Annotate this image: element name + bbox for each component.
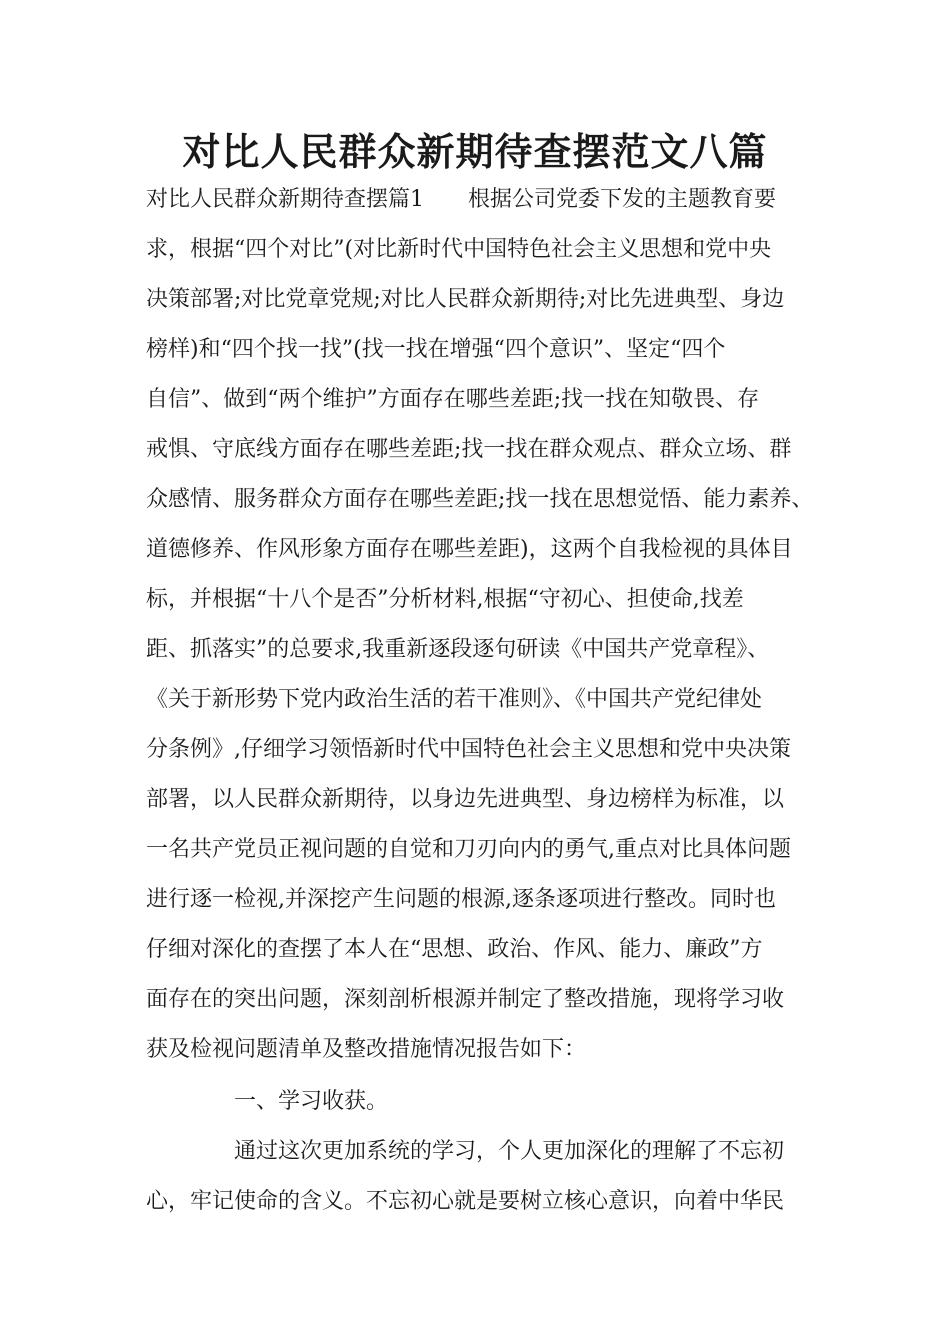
section-heading: 一、学习收获。 <box>234 1089 389 1114</box>
paragraph-line-14: 一名共产党员正视问题的自觉和刀刃向内的勇气,重点对比具体问题 <box>146 837 791 862</box>
paragraph-line-8: 道德修养、作风形象方面存在哪些差距)，这两个自我检视的具体目 <box>146 537 793 562</box>
paragraph-line-20: 心，牢记使命的含义。不忘初心就是要树立核心意识，向着中华民 <box>146 1189 785 1214</box>
paragraph-line-18: 获及检视问题清单及整改措施情况报告如下： <box>146 1037 587 1062</box>
document-title: 对比人民群众新期待查摆范文八篇 <box>182 129 768 174</box>
paragraph-line-16: 仔细对深化的查摆了本人在“思想、政治、作风、能力、廉政”方 <box>146 937 763 962</box>
paragraph-line-9: 标，并根据“十八个是否”分析材料,根据“守初心、担使命,找差 <box>146 587 744 612</box>
paragraph-line-13: 部署，以人民群众新期待，以身边先进典型、身边榜样为标准，以 <box>146 787 785 812</box>
paragraph-line-12: 分条例》,仔细学习领悟新时代中国特色社会主义思想和党中央决策 <box>146 737 791 762</box>
paragraph-line-10: 距、抓落实”的总要求,我重新逐段逐句研读《中国共产党章程》、 <box>146 637 770 662</box>
paragraph-line-11: 《关于新形势下党内政治生活的若干准则》、《中国共产党纪律处 <box>146 687 763 712</box>
paragraph-line-7: 众感情、服务群众方面存在哪些差距;找一找在思想觉悟、能力素养、 <box>146 487 814 512</box>
paragraph-line-1: 对比人民群众新期待查摆篇1 根据公司党委下发的主题教育要 <box>146 187 776 212</box>
paragraph-line-4: 榜样)和“四个找一找”(找一找在增强“四个意识”、坚定“四个 <box>146 337 726 362</box>
paragraph-line-5: 自信”、做到“两个维护”方面存在哪些差距;找一找在知敬畏、存 <box>146 387 760 412</box>
paragraph-line-15: 进行逐一检视,并深挖产生问题的根源,逐条逐项进行整改。同时也 <box>146 887 776 912</box>
paragraph-line-19: 通过这次更加系统的学习，个人更加深化的理解了不忘初 <box>234 1139 785 1164</box>
paragraph-line-2: 求，根据“四个对比”(对比新时代中国特色社会主义思想和党中央 <box>146 237 772 262</box>
paragraph-line-3: 决策部署;对比党章党规;对比人民群众新期待;对比先进典型、身边 <box>146 287 785 312</box>
paragraph-line-17: 面存在的突出问题，深刻剖析根源并制定了整改措施，现将学习收 <box>146 987 785 1012</box>
paragraph-line-6: 戒惧、守底线方面存在哪些差距;找一找在群众观点、群众立场、群 <box>146 437 792 462</box>
